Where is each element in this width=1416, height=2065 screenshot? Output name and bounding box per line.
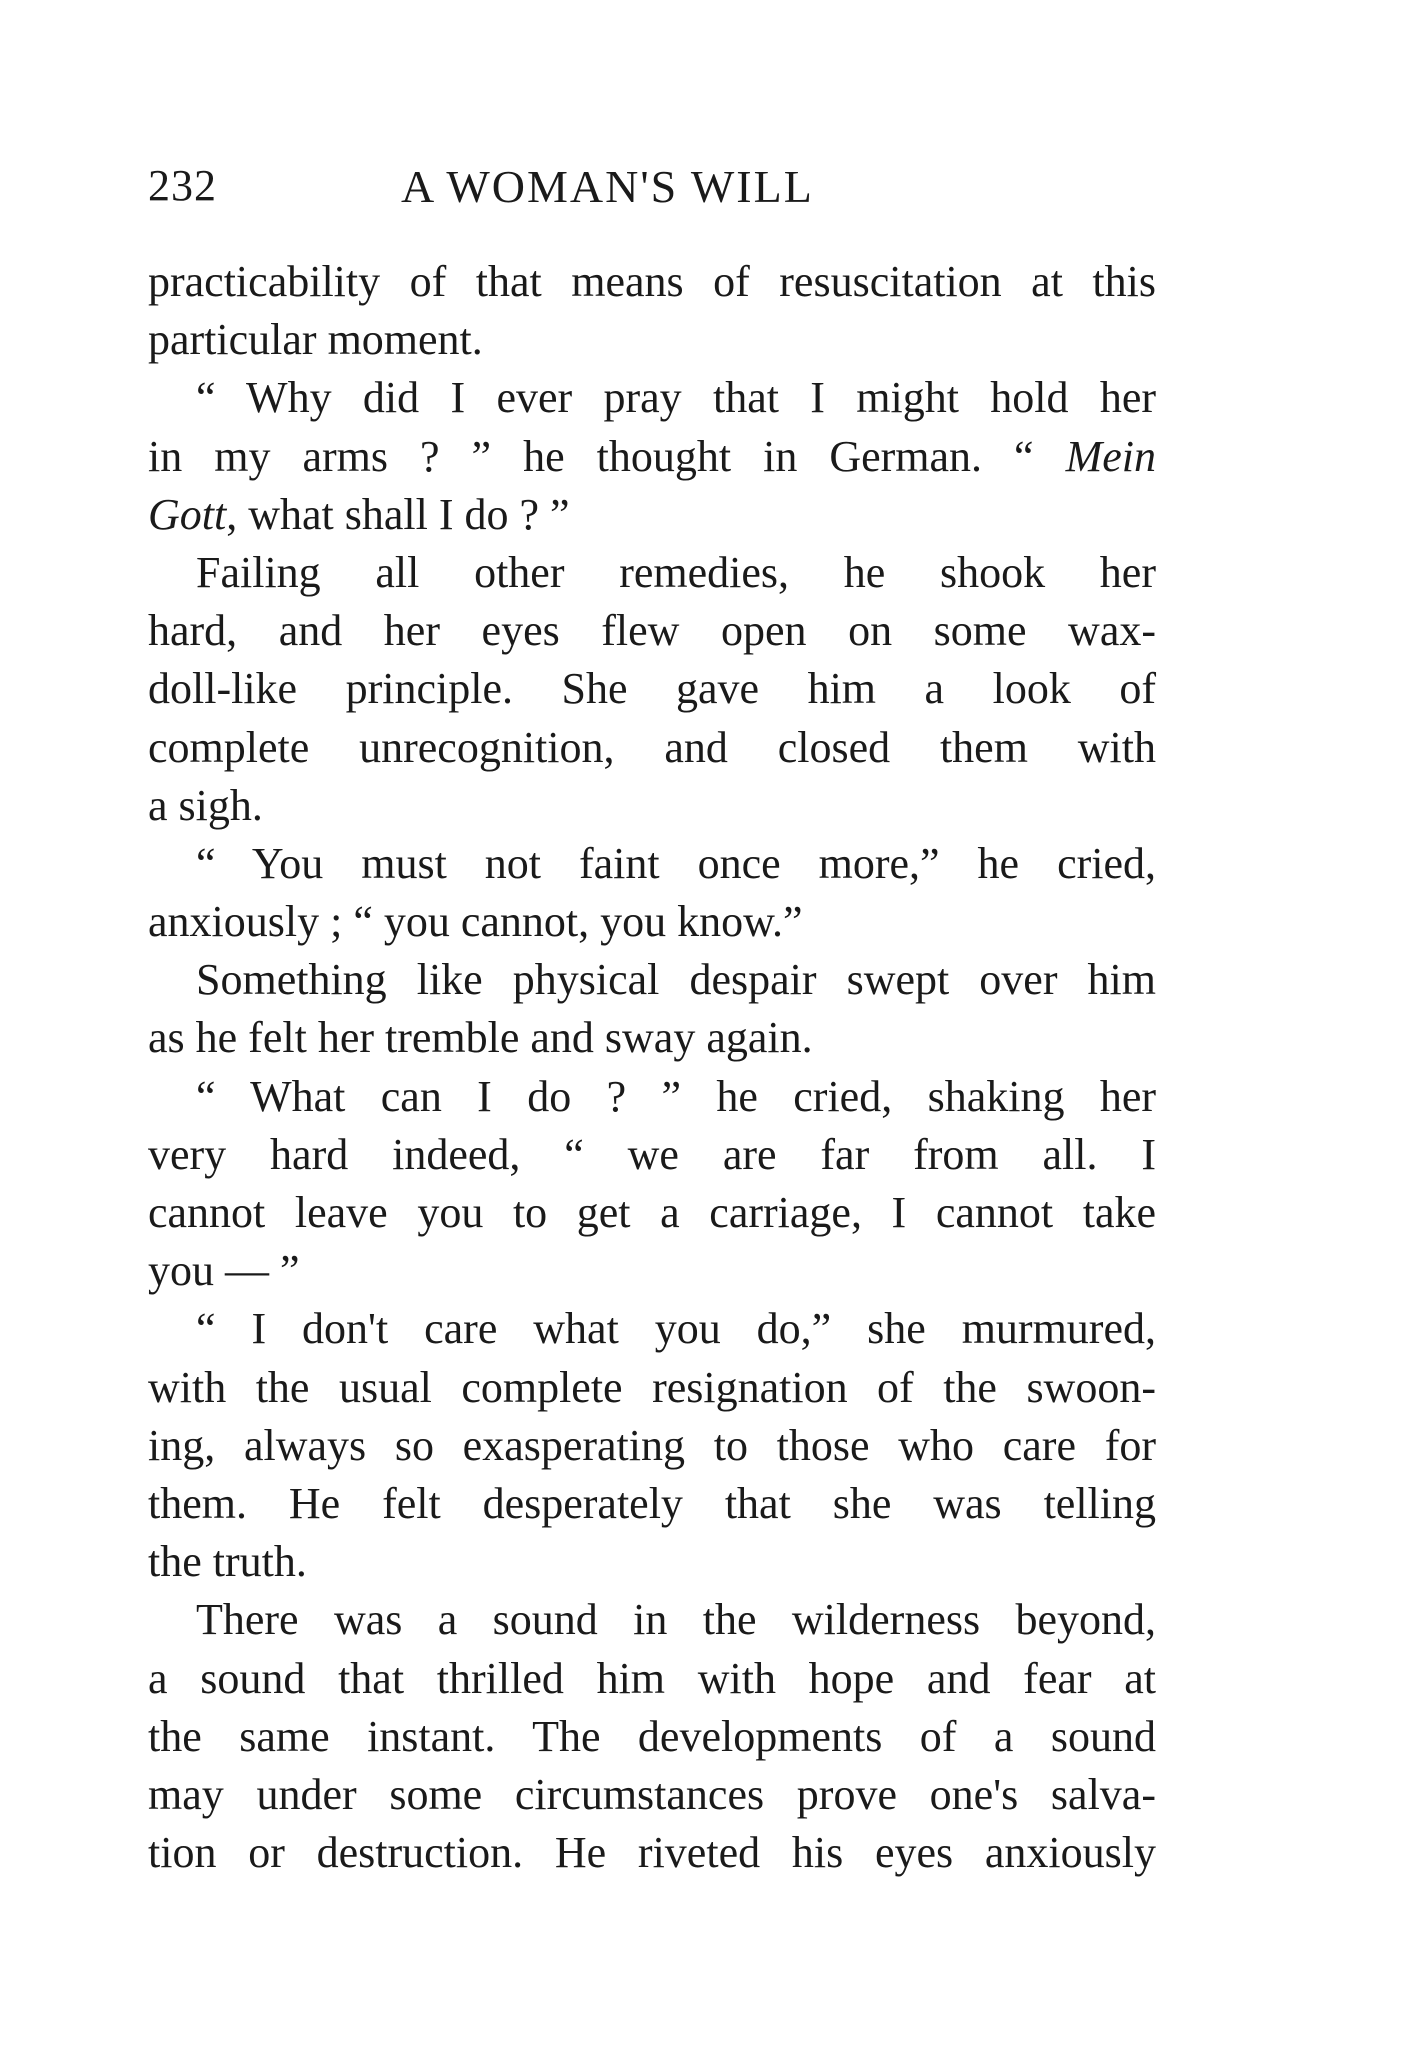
- text-line: “ What can I do ? ” he cried, shaking her: [196, 1071, 1156, 1121]
- text-line: Failing all other remedies, he shook her: [196, 547, 1156, 597]
- italic-phrase: Gott: [148, 489, 227, 539]
- text-line: a sound that thrilled him with hope and fear at: [148, 1653, 1156, 1703]
- running-head: [148, 160, 1148, 220]
- text-line: “ You must not faint once more,” he cried,: [196, 838, 1156, 888]
- italic-phrase: Mein: [1065, 431, 1156, 481]
- text-line: with the usual complete resignation of the swoon-: [148, 1362, 1156, 1412]
- text-line: them. He felt desperately that she was telling: [148, 1478, 1156, 1528]
- text-line: you — ”: [148, 1246, 300, 1296]
- text-line: may under some circumstances prove one's salva-: [148, 1769, 1156, 1819]
- text-line: the same instant. The developments of a sound: [148, 1711, 1156, 1761]
- text-line: practicability of that means of resuscitation at this: [148, 257, 1156, 306]
- page-number: 232: [148, 161, 217, 210]
- text-span: , what shall I do ? ”: [226, 489, 570, 539]
- text-span: in my arms ? ” he thought in German. “: [148, 431, 1066, 481]
- text-line: very hard indeed, “ we are far from all. I: [148, 1129, 1156, 1179]
- text-line: complete unrecognition, and closed them with: [148, 722, 1156, 772]
- running-title: A WOMAN'S WILL: [401, 161, 814, 212]
- text-line: hard, and her eyes flew open on some wax-: [148, 606, 1156, 656]
- text-line: “ Why did I ever pray that I might hold her: [196, 373, 1156, 423]
- text-line: as he felt her tremble and sway again.: [148, 1013, 813, 1063]
- text-line: cannot leave you to get a carriage, I cannot take: [148, 1188, 1156, 1237]
- text-line: particular moment.: [148, 315, 483, 365]
- body-text: [148, 253, 1156, 1882]
- text-line: tion or destruction. He riveted his eyes anxiously: [148, 1828, 1156, 1878]
- text-line: “ I don't care what you do,” she murmured,: [196, 1304, 1156, 1354]
- text-line: There was a sound in the wilderness beyond,: [196, 1595, 1156, 1645]
- text-line: the truth.: [148, 1537, 307, 1587]
- text-line: anxiously ; “ you cannot, you know.”: [148, 897, 803, 947]
- text-line: [148, 428, 1156, 486]
- text-line: doll-like principle. She gave him a look of: [148, 664, 1156, 714]
- text-line: a sigh.: [148, 780, 263, 830]
- text-line: Something like physical despair swept over him: [196, 955, 1156, 1005]
- text-line: [148, 486, 1156, 544]
- text-line: ing, always so exasperating to those who care for: [148, 1420, 1156, 1470]
